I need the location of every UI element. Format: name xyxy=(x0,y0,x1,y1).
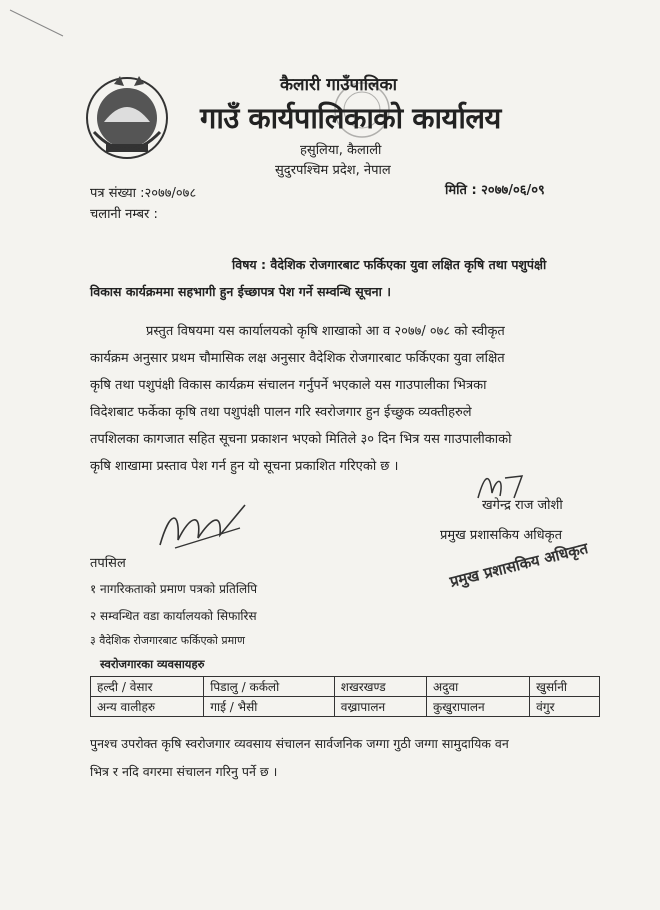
postscript-line: पुनश्च उपरोक्त कृषि स्वरोजगार व्यवसाय संचालन सार्वजनिक जग्गा गुठी जग्गा सामुदायिक वन xyxy=(90,736,509,751)
designation-stamp: प्रमुख प्रशासकिय अधिकृत xyxy=(447,539,590,591)
nepal-emblem-icon xyxy=(84,72,170,162)
signatory-designation: प्रमुख प्रशासकिय अधिकृत xyxy=(440,528,563,543)
notice-body xyxy=(90,318,590,480)
business-types-table xyxy=(90,676,600,717)
table-cell: खुर्सानी xyxy=(530,677,600,697)
dispatch-number: चलानी नम्बर : xyxy=(90,207,158,222)
office-address-line2: सुदुरपश्चिम प्रदेश, नेपाल xyxy=(275,163,391,178)
organization-name: कैलारी गाउँपालिका xyxy=(280,75,397,95)
table-row xyxy=(91,677,600,697)
letter-number: पत्र संख्या :२०७७/०७८ xyxy=(90,186,197,201)
table-cell: वख्रापालन xyxy=(334,697,426,717)
table-cell: पिडालु / कर्कलो xyxy=(204,677,335,697)
table-cell: हल्दी / वेसार xyxy=(91,677,204,697)
table-cell: गाई / भैसी xyxy=(204,697,335,717)
body-line: तपशिलका कागजात सहित सूचना प्रकाशन भएको मितिले ३० दिन भित्र यस गाउपालीकाको xyxy=(90,432,512,447)
corner-scratch-line xyxy=(8,8,68,38)
body-line: कृषि शाखामा प्रस्ताव पेश गर्न हुन यो सूचना प्रकाशित गरिएको छ । xyxy=(90,459,399,474)
table-cell: अन्य वालीहरु xyxy=(91,697,204,717)
body-line: कार्यक्रम अनुसार प्रथम चौमासिक लक्ष अनुसार वैदेशिक रोजगारबाट फर्किएका युवा लक्षित xyxy=(90,351,505,366)
letter-date: मिति : २०७७/०६/०९ xyxy=(445,183,545,198)
postscript xyxy=(90,730,600,786)
signatory-name: खगेन्द्र राज जोशी xyxy=(482,498,563,513)
annex-heading: तपसिल xyxy=(90,556,126,571)
subject-line2: विकास कार्यक्रममा सहभागी हुन ईच्छापत्र पेश गर्ने सम्वन्धि सूचना । xyxy=(90,284,391,299)
body-line: कृषि तथा पशुपंक्षी विकास कार्यक्रम संचालन गर्नुपर्ने भएकाले यस गाउपालीका भित्रका xyxy=(90,378,487,393)
body-line: विदेशबाट फर्केका कृषि तथा पशुपंक्षी पालन गरि स्वरोजगार हुन ईच्छुक व्यक्तीहरुले xyxy=(90,405,472,420)
office-address-line1: हसुलिया, कैलाली xyxy=(300,143,382,158)
annex-item: १ नागरिकताको प्रमाण पत्रको प्रतिलिपि xyxy=(90,582,258,596)
table-cell: शखरखण्ड xyxy=(334,677,426,697)
table-cell: वंगुर xyxy=(530,697,600,717)
body-line: प्रस्तुत विषयमा यस कार्यालयको कृषि शाखाको आ व २०७७/ ०७८ को स्वीकृत xyxy=(146,324,505,339)
table-cell: कुखुरापालन xyxy=(426,697,529,717)
subject-line1: विषय : वैदेशिक रोजगारबाट फर्किएका युवा लक्षित कृषि तथा पशुपंक्षी xyxy=(232,257,547,272)
annex-item: २ सम्वन्धित वडा कार्यालयको सिफारिस xyxy=(90,609,257,623)
postscript-line: भित्र र नदि वगरमा संचालन गरिनु पर्ने छ । xyxy=(90,764,278,779)
table-cell: अदुवा xyxy=(426,677,529,697)
table-row xyxy=(91,697,600,717)
office-title: गाउँ कार्यपालिकाको कार्यालय xyxy=(200,101,501,135)
annex-item: ३ वैदेशिक रोजगारबाट फर्किएको प्रमाण xyxy=(90,634,245,647)
witness-signature-icon xyxy=(150,500,260,555)
table-heading: स्वरोजगारका व्यवसायहरु xyxy=(100,657,205,671)
